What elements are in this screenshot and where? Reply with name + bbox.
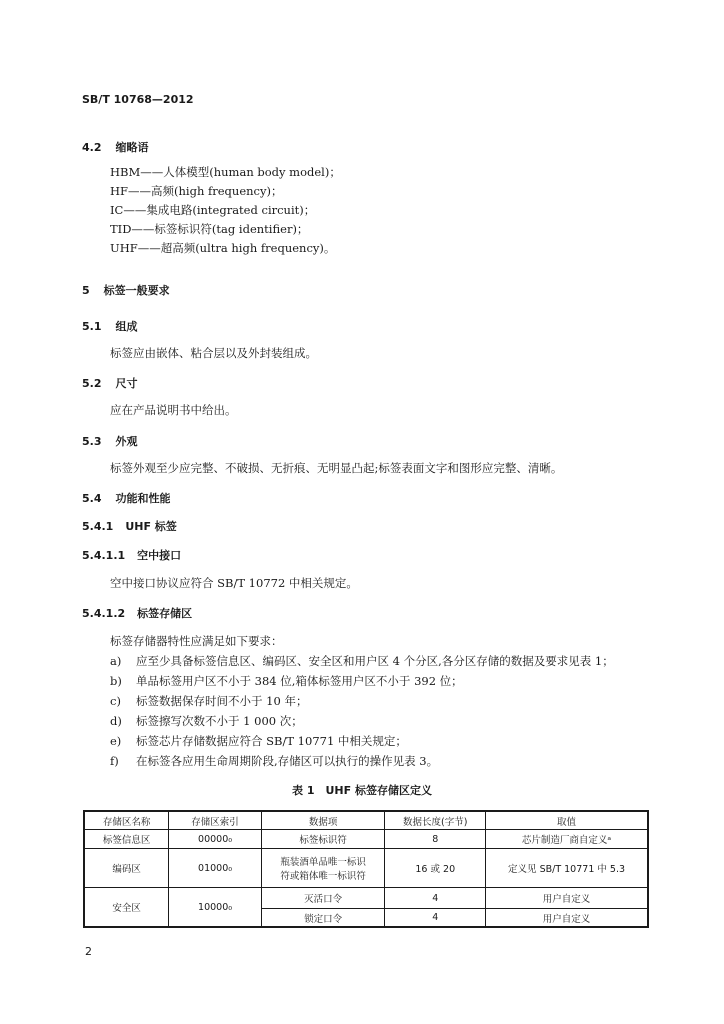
table-cell: 编码区 — [84, 849, 169, 888]
abbrev-hf: HF——高频(high frequency)； — [110, 184, 283, 198]
page-number: 2 — [85, 945, 92, 958]
list-item-d: d) 标签擦写次数不小于 1 000 次； — [110, 714, 303, 728]
section-5-2-text: 应在产品说明书中给出。 — [110, 403, 237, 417]
table-cell — [261, 849, 385, 888]
list-item-a: a) 应至少具备标签信息区、编码区、安全区和用户区 4 个分区,各分区存储的数据及要求见表 1； — [110, 654, 614, 668]
table-cell: 用户自定义 — [486, 909, 648, 928]
table-cell: 定义见 SB/T 10771 中 5.3 — [486, 849, 648, 888]
table-header-cell: 存储区名称 — [84, 811, 169, 830]
section-5-4-1-1-heading: 5.4.1.1 空中接口 — [82, 549, 182, 562]
table-1 — [83, 810, 649, 928]
table-cell: 8 — [385, 830, 486, 849]
table-cell: 锁定口令 — [261, 909, 385, 928]
table-cell: 标签标识符 — [261, 830, 385, 849]
table-header-cell: 数据长度(字节) — [385, 811, 486, 830]
section-5-heading: 5 标签一般要求 — [82, 284, 170, 297]
table-cell: 01000₀ — [169, 849, 262, 888]
table-1-caption: 表 1 UHF 标签存储区定义 — [292, 784, 432, 797]
table-cell-line: 瓶装酒单品唯一标识 — [280, 857, 366, 868]
section-5-4-heading: 5.4 功能和性能 — [82, 492, 171, 505]
section-5-4-1-1-text: 空中接口协议应符合 SB/T 10772 中相关规定。 — [110, 576, 358, 590]
table-row — [84, 849, 648, 888]
table-cell: 标签信息区 — [84, 830, 169, 849]
table-cell: 灭活口令 — [261, 888, 385, 909]
table-row — [84, 830, 648, 849]
abbrev-uhf: UHF——超高频(ultra high frequency)。 — [110, 241, 336, 255]
table-cell: 4 — [385, 909, 486, 928]
table-cell: 4 — [385, 888, 486, 909]
section-5-4-1-2-intro: 标签存储器特性应满足如下要求： — [110, 634, 283, 648]
list-item-b: b) 单品标签用户区不小于 384 位,箱体标签用户区不小于 392 位； — [110, 674, 463, 688]
table-header-cell: 数据项 — [261, 811, 385, 830]
table-header-cell: 取值 — [486, 811, 648, 830]
abbrev-ic: IC——集成电路(integrated circuit)； — [110, 203, 316, 217]
abbrev-hbm: HBM——人体模型(human body model)； — [110, 165, 341, 179]
section-5-4-1-2-heading: 5.4.1.2 标签存储区 — [82, 607, 193, 620]
table-cell-line: 符或箱体唯一标识符 — [280, 871, 366, 882]
document-header: SB/T 10768—2012 — [82, 93, 194, 106]
section-4-2-heading: 4.2 缩略语 — [82, 141, 149, 154]
table-cell: 16 或 20 — [385, 849, 486, 888]
list-item-c: c) 标签数据保存时间不小于 10 年； — [110, 694, 308, 708]
section-5-4-1-heading: 5.4.1 UHF 标签 — [82, 520, 177, 533]
table-header-cell: 存储区索引 — [169, 811, 262, 830]
list-item-e: e) 标签芯片存储数据应符合 SB/T 10771 中相关规定； — [110, 734, 407, 748]
section-5-3-heading: 5.3 外观 — [82, 435, 138, 448]
section-5-3-text: 标签外观至少应完整、不破损、无折痕、无明显凸起;标签表面文字和图形应完整、清晰。 — [110, 461, 563, 475]
table-row — [84, 888, 648, 909]
list-item-f: f) 在标签各应用生命周期阶段,存储区可以执行的操作见表 3。 — [110, 754, 439, 768]
table-cell: 芯片制造厂商自定义ᵃ — [486, 830, 648, 849]
section-5-2-heading: 5.2 尺寸 — [82, 377, 138, 390]
section-5-1-text: 标签应由嵌体、粘合层以及外封装组成。 — [110, 346, 317, 360]
abbrev-tid: TID——标签标识符(tag identifier)； — [110, 222, 309, 236]
table-cell: 用户自定义 — [486, 888, 648, 909]
table-cell: 安全区 — [84, 888, 169, 928]
table-header-row — [84, 811, 648, 830]
section-5-1-heading: 5.1 组成 — [82, 320, 138, 333]
table-cell: 00000₀ — [169, 830, 262, 849]
table-cell: 10000₀ — [169, 888, 262, 928]
